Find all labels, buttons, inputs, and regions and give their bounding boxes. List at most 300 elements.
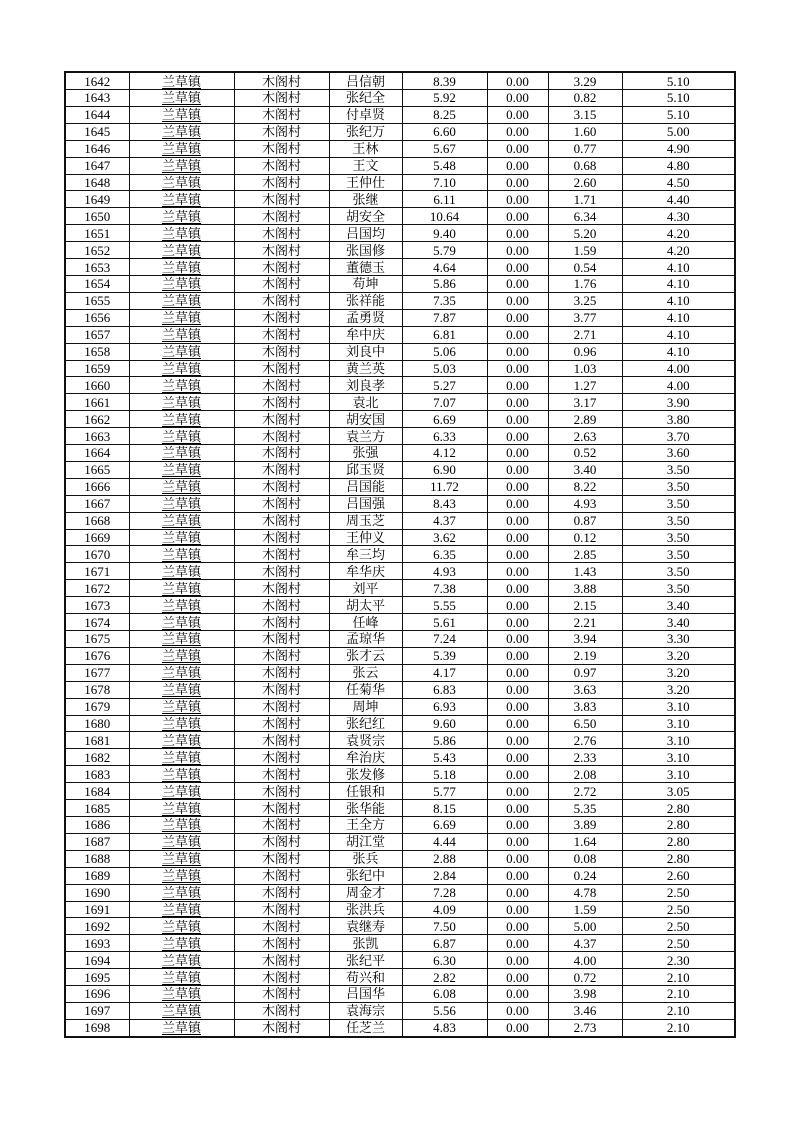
cell-value-4: 2.50 <box>622 918 735 935</box>
cell-value-2: 0.00 <box>487 292 548 309</box>
cell-value-4: 3.40 <box>622 597 735 614</box>
cell-value-2: 0.00 <box>487 816 548 833</box>
cell-value-1: 8.39 <box>402 72 487 90</box>
cell-value-2: 0.00 <box>487 191 548 208</box>
cell-value-1: 4.12 <box>402 445 487 462</box>
cell-town: 兰草镇 <box>129 394 234 411</box>
cell-name: 张洪兵 <box>329 901 402 918</box>
cell-value-3: 2.71 <box>548 326 622 343</box>
records-table <box>64 71 736 1038</box>
table-row <box>65 969 735 986</box>
cell-town: 兰草镇 <box>129 174 234 191</box>
cell-town: 兰草镇 <box>129 647 234 664</box>
cell-value-3: 3.17 <box>548 394 622 411</box>
cell-name: 张云 <box>329 664 402 681</box>
cell-value-1: 5.03 <box>402 360 487 377</box>
cell-value-4: 2.50 <box>622 935 735 952</box>
cell-value-2: 0.00 <box>487 90 548 107</box>
table-row <box>65 597 735 614</box>
cell-value-3: 1.59 <box>548 242 622 259</box>
cell-value-1: 9.40 <box>402 225 487 242</box>
cell-town: 兰草镇 <box>129 512 234 529</box>
cell-village: 木阁村 <box>234 512 329 529</box>
cell-village: 木阁村 <box>234 614 329 631</box>
cell-value-2: 0.00 <box>487 749 548 766</box>
cell-serial: 1698 <box>65 1019 129 1037</box>
cell-village: 木阁村 <box>234 309 329 326</box>
cell-value-3: 0.72 <box>548 969 622 986</box>
cell-value-3: 3.83 <box>548 698 622 715</box>
cell-value-4: 4.00 <box>622 377 735 394</box>
cell-name: 任菊华 <box>329 681 402 698</box>
cell-town: 兰草镇 <box>129 242 234 259</box>
cell-town: 兰草镇 <box>129 191 234 208</box>
cell-village: 木阁村 <box>234 140 329 157</box>
cell-village: 木阁村 <box>234 1019 329 1037</box>
cell-name: 吕信朝 <box>329 72 402 90</box>
cell-name: 王仲义 <box>329 529 402 546</box>
cell-value-1: 2.88 <box>402 850 487 867</box>
cell-name: 袁贤宗 <box>329 732 402 749</box>
cell-village: 木阁村 <box>234 259 329 276</box>
table-row <box>65 394 735 411</box>
cell-value-4: 5.10 <box>622 90 735 107</box>
cell-village: 木阁村 <box>234 225 329 242</box>
cell-village: 木阁村 <box>234 106 329 123</box>
table-row <box>65 952 735 969</box>
cell-value-3: 3.63 <box>548 681 622 698</box>
cell-value-3: 6.50 <box>548 715 622 732</box>
cell-value-3: 0.77 <box>548 140 622 157</box>
cell-village: 木阁村 <box>234 208 329 225</box>
cell-value-3: 5.35 <box>548 800 622 817</box>
cell-name: 牟华庆 <box>329 563 402 580</box>
cell-value-3: 3.88 <box>548 580 622 597</box>
cell-value-2: 0.00 <box>487 952 548 969</box>
cell-name: 王仲仕 <box>329 174 402 191</box>
cell-serial: 1691 <box>65 901 129 918</box>
cell-serial: 1693 <box>65 935 129 952</box>
cell-serial: 1690 <box>65 884 129 901</box>
cell-serial: 1694 <box>65 952 129 969</box>
cell-village: 木阁村 <box>234 935 329 952</box>
cell-town: 兰草镇 <box>129 614 234 631</box>
cell-name: 刘平 <box>329 580 402 597</box>
cell-value-4: 3.40 <box>622 614 735 631</box>
cell-value-3: 3.46 <box>548 1002 622 1019</box>
cell-value-4: 3.50 <box>622 478 735 495</box>
cell-value-2: 0.00 <box>487 681 548 698</box>
cell-serial: 1678 <box>65 681 129 698</box>
cell-value-2: 0.00 <box>487 512 548 529</box>
cell-town: 兰草镇 <box>129 1002 234 1019</box>
cell-value-2: 0.00 <box>487 1019 548 1037</box>
cell-value-1: 7.35 <box>402 292 487 309</box>
cell-town: 兰草镇 <box>129 681 234 698</box>
cell-value-1: 10.64 <box>402 208 487 225</box>
cell-name: 张纪万 <box>329 123 402 140</box>
cell-town: 兰草镇 <box>129 850 234 867</box>
cell-value-2: 0.00 <box>487 106 548 123</box>
table-row <box>65 833 735 850</box>
cell-value-4: 3.80 <box>622 411 735 428</box>
cell-value-2: 0.00 <box>487 445 548 462</box>
cell-serial: 1647 <box>65 157 129 174</box>
cell-serial: 1665 <box>65 461 129 478</box>
cell-value-4: 4.10 <box>622 275 735 292</box>
table-row <box>65 461 735 478</box>
cell-value-1: 5.86 <box>402 732 487 749</box>
cell-town: 兰草镇 <box>129 377 234 394</box>
cell-name: 邱玉贤 <box>329 461 402 478</box>
cell-value-2: 0.00 <box>487 275 548 292</box>
cell-town: 兰草镇 <box>129 918 234 935</box>
table-row <box>65 732 735 749</box>
cell-value-3: 0.12 <box>548 529 622 546</box>
cell-village: 木阁村 <box>234 749 329 766</box>
cell-village: 木阁村 <box>234 326 329 343</box>
cell-value-3: 4.93 <box>548 495 622 512</box>
cell-value-2: 0.00 <box>487 72 548 90</box>
cell-village: 木阁村 <box>234 377 329 394</box>
cell-value-2: 0.00 <box>487 529 548 546</box>
cell-serial: 1675 <box>65 631 129 648</box>
cell-value-4: 3.10 <box>622 732 735 749</box>
table-row <box>65 360 735 377</box>
cell-serial: 1684 <box>65 783 129 800</box>
table-row <box>65 681 735 698</box>
cell-value-4: 3.50 <box>622 529 735 546</box>
cell-value-1: 7.07 <box>402 394 487 411</box>
cell-town: 兰草镇 <box>129 884 234 901</box>
cell-value-1: 5.92 <box>402 90 487 107</box>
cell-value-2: 0.00 <box>487 833 548 850</box>
cell-value-4: 3.10 <box>622 698 735 715</box>
table-row <box>65 800 735 817</box>
cell-village: 木阁村 <box>234 631 329 648</box>
cell-value-3: 2.89 <box>548 411 622 428</box>
cell-value-4: 3.50 <box>622 580 735 597</box>
cell-value-2: 0.00 <box>487 411 548 428</box>
cell-value-2: 0.00 <box>487 597 548 614</box>
table-row <box>65 275 735 292</box>
cell-value-1: 7.24 <box>402 631 487 648</box>
cell-village: 木阁村 <box>234 901 329 918</box>
cell-value-1: 9.60 <box>402 715 487 732</box>
cell-value-1: 11.72 <box>402 478 487 495</box>
cell-value-2: 0.00 <box>487 343 548 360</box>
cell-serial: 1653 <box>65 259 129 276</box>
cell-value-1: 8.15 <box>402 800 487 817</box>
cell-town: 兰草镇 <box>129 698 234 715</box>
cell-value-3: 1.43 <box>548 563 622 580</box>
cell-value-1: 5.55 <box>402 597 487 614</box>
cell-serial: 1663 <box>65 428 129 445</box>
cell-value-3: 6.34 <box>548 208 622 225</box>
cell-value-4: 2.50 <box>622 901 735 918</box>
cell-value-3: 3.15 <box>548 106 622 123</box>
cell-town: 兰草镇 <box>129 225 234 242</box>
cell-name: 孟勇贤 <box>329 309 402 326</box>
cell-value-4: 2.80 <box>622 800 735 817</box>
cell-serial: 1685 <box>65 800 129 817</box>
table-row <box>65 242 735 259</box>
cell-value-2: 0.00 <box>487 698 548 715</box>
cell-value-4: 4.10 <box>622 326 735 343</box>
cell-village: 木阁村 <box>234 918 329 935</box>
cell-serial: 1673 <box>65 597 129 614</box>
cell-village: 木阁村 <box>234 816 329 833</box>
cell-village: 木阁村 <box>234 157 329 174</box>
cell-value-2: 0.00 <box>487 614 548 631</box>
cell-value-3: 3.25 <box>548 292 622 309</box>
cell-village: 木阁村 <box>234 495 329 512</box>
cell-town: 兰草镇 <box>129 72 234 90</box>
cell-serial: 1670 <box>65 546 129 563</box>
cell-value-3: 1.60 <box>548 123 622 140</box>
cell-town: 兰草镇 <box>129 749 234 766</box>
cell-value-3: 1.71 <box>548 191 622 208</box>
cell-serial: 1650 <box>65 208 129 225</box>
cell-serial: 1692 <box>65 918 129 935</box>
cell-town: 兰草镇 <box>129 563 234 580</box>
cell-value-1: 5.43 <box>402 749 487 766</box>
cell-value-2: 0.00 <box>487 461 548 478</box>
table-row <box>65 225 735 242</box>
cell-value-3: 2.60 <box>548 174 622 191</box>
cell-value-4: 3.20 <box>622 647 735 664</box>
cell-value-2: 0.00 <box>487 867 548 884</box>
cell-value-3: 1.03 <box>548 360 622 377</box>
cell-value-2: 0.00 <box>487 783 548 800</box>
table-row <box>65 445 735 462</box>
cell-village: 木阁村 <box>234 478 329 495</box>
cell-value-1: 5.67 <box>402 140 487 157</box>
cell-name: 任芝兰 <box>329 1019 402 1037</box>
cell-value-2: 0.00 <box>487 563 548 580</box>
cell-value-4: 3.50 <box>622 546 735 563</box>
table-row <box>65 72 735 90</box>
cell-town: 兰草镇 <box>129 275 234 292</box>
table-row <box>65 1002 735 1019</box>
table-row <box>65 563 735 580</box>
cell-serial: 1660 <box>65 377 129 394</box>
cell-value-4: 4.10 <box>622 343 735 360</box>
cell-town: 兰草镇 <box>129 529 234 546</box>
cell-value-1: 5.79 <box>402 242 487 259</box>
cell-serial: 1662 <box>65 411 129 428</box>
table-row <box>65 208 735 225</box>
cell-value-4: 3.60 <box>622 445 735 462</box>
cell-village: 木阁村 <box>234 242 329 259</box>
cell-village: 木阁村 <box>234 783 329 800</box>
cell-value-4: 4.80 <box>622 157 735 174</box>
cell-value-2: 0.00 <box>487 766 548 783</box>
cell-town: 兰草镇 <box>129 411 234 428</box>
cell-value-1: 4.37 <box>402 512 487 529</box>
cell-town: 兰草镇 <box>129 631 234 648</box>
cell-village: 木阁村 <box>234 867 329 884</box>
cell-value-1: 7.50 <box>402 918 487 935</box>
cell-value-1: 7.10 <box>402 174 487 191</box>
table-row <box>65 647 735 664</box>
cell-serial: 1688 <box>65 850 129 867</box>
cell-value-3: 3.94 <box>548 631 622 648</box>
cell-value-4: 2.80 <box>622 816 735 833</box>
cell-value-4: 3.10 <box>622 715 735 732</box>
cell-name: 吕国强 <box>329 495 402 512</box>
cell-village: 木阁村 <box>234 580 329 597</box>
cell-value-3: 2.21 <box>548 614 622 631</box>
cell-value-3: 2.76 <box>548 732 622 749</box>
cell-value-4: 2.60 <box>622 867 735 884</box>
cell-serial: 1687 <box>65 833 129 850</box>
table-row <box>65 174 735 191</box>
cell-serial: 1655 <box>65 292 129 309</box>
cell-town: 兰草镇 <box>129 343 234 360</box>
cell-value-1: 4.17 <box>402 664 487 681</box>
cell-value-2: 0.00 <box>487 428 548 445</box>
cell-serial: 1656 <box>65 309 129 326</box>
cell-village: 木阁村 <box>234 275 329 292</box>
cell-name: 吕国华 <box>329 986 402 1003</box>
cell-village: 木阁村 <box>234 461 329 478</box>
cell-name: 孟琼华 <box>329 631 402 648</box>
cell-value-3: 0.82 <box>548 90 622 107</box>
cell-value-4: 3.50 <box>622 495 735 512</box>
cell-value-2: 0.00 <box>487 884 548 901</box>
cell-value-1: 5.06 <box>402 343 487 360</box>
cell-value-2: 0.00 <box>487 580 548 597</box>
cell-value-2: 0.00 <box>487 394 548 411</box>
cell-serial: 1679 <box>65 698 129 715</box>
cell-town: 兰草镇 <box>129 952 234 969</box>
cell-value-1: 6.30 <box>402 952 487 969</box>
table-row <box>65 343 735 360</box>
cell-value-2: 0.00 <box>487 208 548 225</box>
cell-name: 任峰 <box>329 614 402 631</box>
cell-village: 木阁村 <box>234 647 329 664</box>
cell-town: 兰草镇 <box>129 986 234 1003</box>
cell-value-1: 2.82 <box>402 969 487 986</box>
cell-name: 袁海宗 <box>329 1002 402 1019</box>
cell-name: 周金才 <box>329 884 402 901</box>
cell-value-1: 5.39 <box>402 647 487 664</box>
cell-town: 兰草镇 <box>129 123 234 140</box>
cell-value-3: 0.87 <box>548 512 622 529</box>
cell-value-1: 5.18 <box>402 766 487 783</box>
cell-value-4: 2.10 <box>622 986 735 1003</box>
cell-value-1: 3.62 <box>402 529 487 546</box>
cell-value-1: 5.61 <box>402 614 487 631</box>
table-row <box>65 986 735 1003</box>
cell-value-3: 3.89 <box>548 816 622 833</box>
table-row <box>65 191 735 208</box>
cell-value-1: 7.87 <box>402 309 487 326</box>
cell-value-4: 2.30 <box>622 952 735 969</box>
cell-name: 张才云 <box>329 647 402 664</box>
cell-value-2: 0.00 <box>487 140 548 157</box>
cell-village: 木阁村 <box>234 428 329 445</box>
cell-value-4: 2.80 <box>622 833 735 850</box>
cell-name: 胡太平 <box>329 597 402 614</box>
table-row <box>65 884 735 901</box>
cell-name: 任银和 <box>329 783 402 800</box>
cell-village: 木阁村 <box>234 529 329 546</box>
cell-village: 木阁村 <box>234 411 329 428</box>
cell-village: 木阁村 <box>234 952 329 969</box>
cell-town: 兰草镇 <box>129 292 234 309</box>
cell-value-4: 3.50 <box>622 461 735 478</box>
cell-name: 黄兰英 <box>329 360 402 377</box>
cell-serial: 1682 <box>65 749 129 766</box>
cell-value-4: 4.30 <box>622 208 735 225</box>
cell-name: 胡安国 <box>329 411 402 428</box>
cell-serial: 1681 <box>65 732 129 749</box>
table-row <box>65 292 735 309</box>
cell-village: 木阁村 <box>234 546 329 563</box>
cell-value-2: 0.00 <box>487 546 548 563</box>
cell-value-2: 0.00 <box>487 495 548 512</box>
cell-serial: 1652 <box>65 242 129 259</box>
cell-value-3: 4.78 <box>548 884 622 901</box>
cell-value-1: 4.09 <box>402 901 487 918</box>
cell-value-1: 6.11 <box>402 191 487 208</box>
cell-name: 张发修 <box>329 766 402 783</box>
cell-name: 袁继寿 <box>329 918 402 935</box>
table-row <box>65 259 735 276</box>
table-row <box>65 428 735 445</box>
cell-name: 张纪平 <box>329 952 402 969</box>
cell-town: 兰草镇 <box>129 461 234 478</box>
cell-value-1: 5.56 <box>402 1002 487 1019</box>
cell-serial: 1672 <box>65 580 129 597</box>
cell-name: 袁兰方 <box>329 428 402 445</box>
cell-value-1: 7.28 <box>402 884 487 901</box>
cell-value-2: 0.00 <box>487 478 548 495</box>
cell-value-3: 0.24 <box>548 867 622 884</box>
cell-value-1: 8.25 <box>402 106 487 123</box>
cell-value-3: 2.33 <box>548 749 622 766</box>
cell-village: 木阁村 <box>234 292 329 309</box>
cell-value-4: 4.00 <box>622 360 735 377</box>
cell-value-3: 1.59 <box>548 901 622 918</box>
cell-town: 兰草镇 <box>129 90 234 107</box>
cell-town: 兰草镇 <box>129 106 234 123</box>
cell-serial: 1649 <box>65 191 129 208</box>
cell-value-3: 4.00 <box>548 952 622 969</box>
cell-name: 张继 <box>329 191 402 208</box>
cell-serial: 1696 <box>65 986 129 1003</box>
cell-value-4: 5.00 <box>622 123 735 140</box>
cell-value-2: 0.00 <box>487 664 548 681</box>
cell-value-3: 2.19 <box>548 647 622 664</box>
cell-serial: 1645 <box>65 123 129 140</box>
table-row <box>65 918 735 935</box>
cell-value-4: 3.70 <box>622 428 735 445</box>
cell-name: 张国修 <box>329 242 402 259</box>
cell-value-1: 5.86 <box>402 275 487 292</box>
cell-value-3: 1.64 <box>548 833 622 850</box>
cell-value-2: 0.00 <box>487 157 548 174</box>
cell-value-4: 4.10 <box>622 309 735 326</box>
cell-value-1: 6.87 <box>402 935 487 952</box>
cell-serial: 1666 <box>65 478 129 495</box>
table-row <box>65 698 735 715</box>
cell-name: 张强 <box>329 445 402 462</box>
cell-name: 刘良孝 <box>329 377 402 394</box>
cell-value-4: 4.90 <box>622 140 735 157</box>
